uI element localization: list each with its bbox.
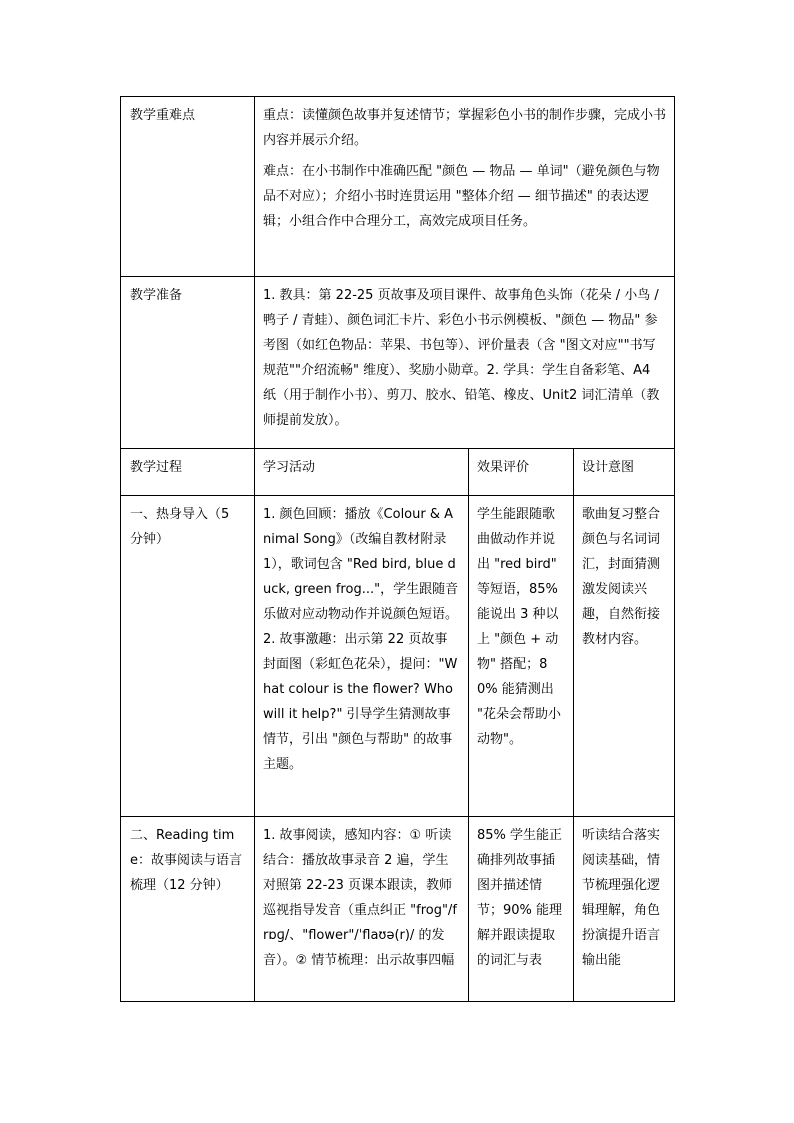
stage-row xyxy=(121,496,675,817)
focus-label: 教学重难点 xyxy=(121,97,255,277)
header-intent: 设计意图 xyxy=(574,449,675,496)
difficulty-text: 难点：在小书制作中准确匹配 "颜色 — 物品 — 单词"（避免颜色与物品不对应）；介绍小书时连贯运用 "整体介绍 — 细节描述" 的表达逻辑；小组合作中合理分工，高效完成项目任务。 xyxy=(263,164,660,229)
header-activity: 学习活动 xyxy=(255,449,469,496)
stage-intent: 歌曲复习整合颜色与名词词汇，封面猜测激发阅读兴趣，自然衔接教材内容。 xyxy=(574,496,675,817)
lesson-plan-table xyxy=(120,96,675,1002)
stage-activity: 1. 故事阅读，感知内容：① 听读结合：播放故事录音 2 遍，学生对照第 22-23 页课本跟读，教师巡视指导发音（重点纠正 "frog"/frɒɡ/、"flower"/ˈflaʊə(r)/ 的发音）。② 情节梳理：出示故事四幅 xyxy=(255,817,469,1002)
stage-row xyxy=(121,817,675,1002)
stage-name: 一、热身导入（5 分钟） xyxy=(121,496,255,817)
header-evaluation: 效果评价 xyxy=(469,449,574,496)
stage-activity: 1. 颜色回顾：播放《Colour & Animal Song》（改编自教材附录 1），歌词包含 "Red bird, blue duck, green frog..."，学生跟随音乐做对应动物动作并说颜色短语。2. 故事激趣：出示第 22 页故事封面图（彩虹色花朵），提问："What colour is the flower? Who will it help?" 引导学生猜测故事情节，引出 "颜色与帮助" 的故事主题。 xyxy=(255,496,469,817)
stage-name: 二、Reading time：故事阅读与语言梳理（12 分钟） xyxy=(121,817,255,1002)
prep-content: 1. 教具：第 22-25 页故事及项目课件、故事角色头饰（花朵 / 小鸟 / 鸭子 / 青蛙）、颜色词汇卡片、彩色小书示例模板、"颜色 — 物品" 参考图（如红色物品：苹果、书包等）、评价量表（含 "图文对应""书写规范""介绍流畅" 维度）、奖励小勋章。2. 学具：学生自备彩笔、A4 纸（用于制作小书）、剪刀、胶水、铅笔、橡皮、Unit2 词汇清单（教师提前发放）。 xyxy=(255,277,675,449)
stage-evaluation: 85% 学生能正确排列故事插图并描述情节；90% 能理解并跟读提取的词汇与表 xyxy=(469,817,574,1002)
stage-intent: 听读结合落实阅读基础，情节梳理强化逻辑理解，角色扮演提升语言输出能 xyxy=(574,817,675,1002)
prep-row xyxy=(121,277,675,449)
header-process: 教学过程 xyxy=(121,449,255,496)
focus-content xyxy=(255,97,675,277)
process-header-row xyxy=(121,449,675,496)
stage-evaluation: 学生能跟随歌曲做动作并说出 "red bird" 等短语，85% 能说出 3 种以上 "颜色 + 动物" 搭配；80% 能猜测出 "花朵会帮助小动物"。 xyxy=(469,496,574,817)
prep-label: 教学准备 xyxy=(121,277,255,449)
key-point-text: 重点：读懂颜色故事并复述情节；掌握彩色小书的制作步骤，完成小书内容并展示介绍。 xyxy=(263,108,667,148)
focus-row xyxy=(121,97,675,277)
